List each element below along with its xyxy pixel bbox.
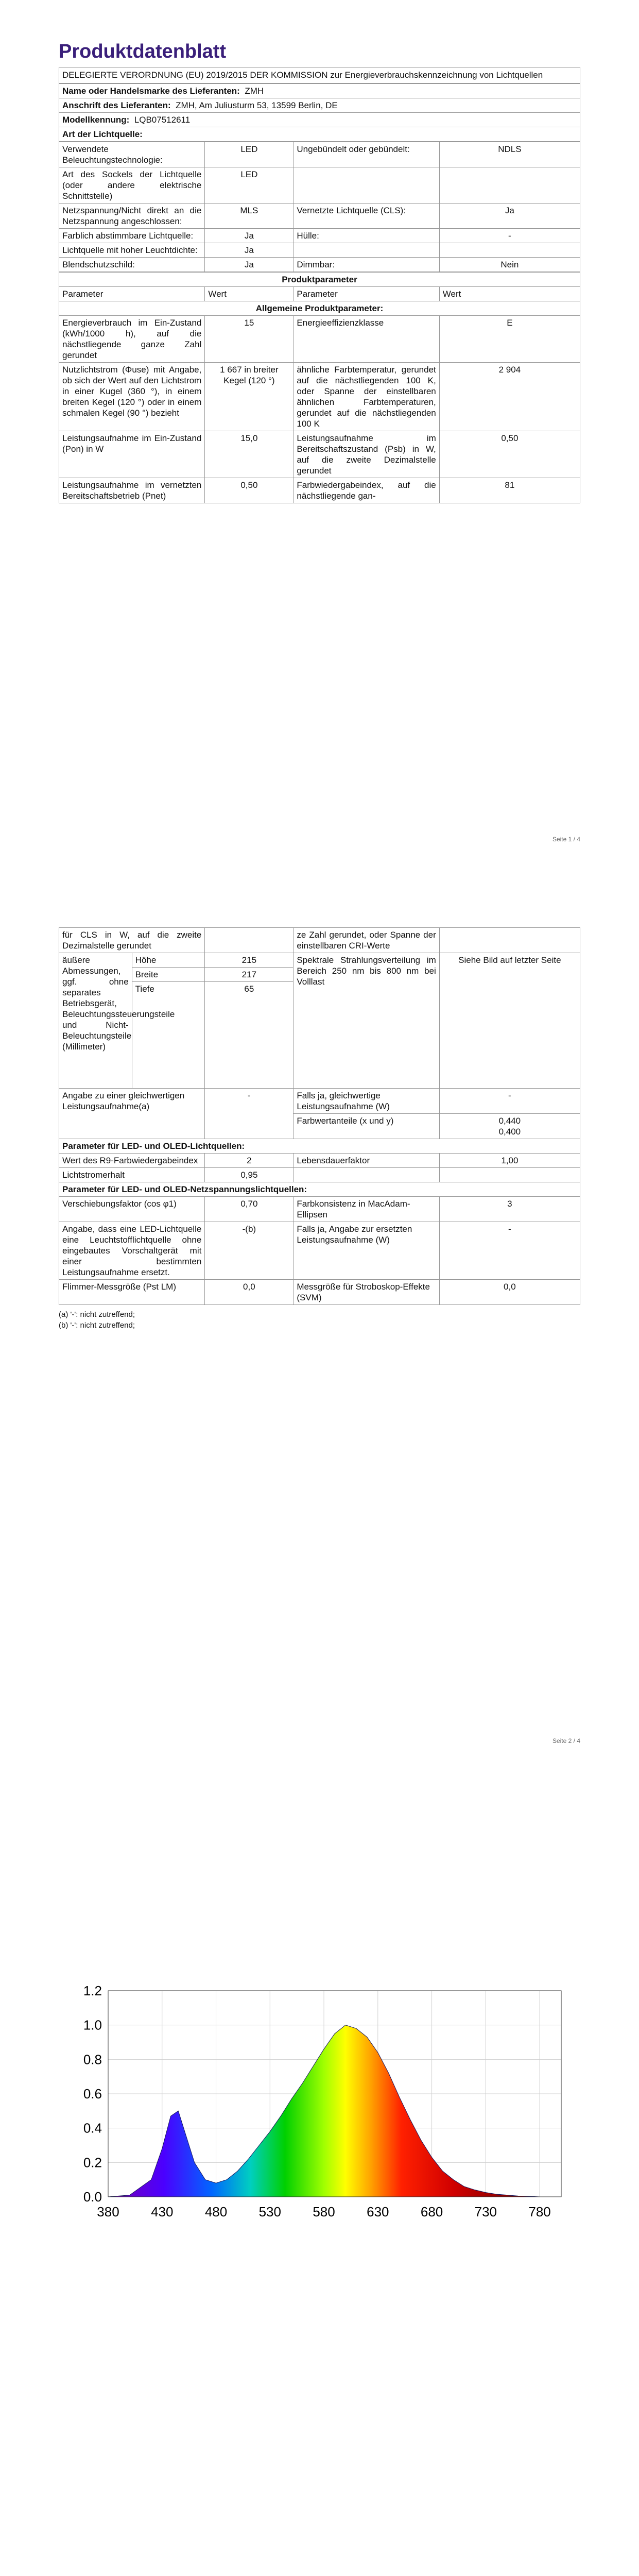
product-params-header: Produktparameter [59,273,580,287]
type-value-left: Ja [205,229,293,243]
y-tick-label: 0.0 [83,2189,102,2205]
page-title: Produktdatenblatt [59,41,227,62]
general-param-row [59,431,580,478]
spectral-value: Siehe Bild auf letzter Seite [439,953,580,1089]
col-param-2: Parameter [293,287,439,301]
page-1 [59,40,580,503]
cosphi-value: 0,70 [205,1197,293,1222]
cont-left-value [205,928,293,953]
model-value: LQB07512611 [134,115,191,125]
param-label-right: Leistungsaufnahme im Bereitschaftszustand (Psb) in W, auf die zweite Dezimalstelle gerundet [293,431,439,478]
footnote-a: (a) '-': nicht zutreffend; [59,1310,135,1319]
chroma-label: Farbwertanteile (x und y) [293,1114,439,1139]
x-tick-label: 730 [474,2204,497,2219]
type-label-right [293,167,439,204]
general-params-header: Allgemeine Produktparameter: [59,301,580,316]
spectrum-area [108,2025,540,2197]
dim-key-height: Höhe [132,953,205,968]
col-value-1: Wert [205,287,293,301]
y-tick-label: 0.6 [83,2086,102,2102]
type-row [59,204,580,229]
type-value-right: - [439,229,580,243]
param-label-right: Energieeffizienzklasse [293,316,439,363]
flicker-label: Flimmer-Messgröße (Pst LM) [59,1280,205,1305]
param-label-left: Nutzlichtstrom (Φuse) mit Angabe, ob sich der Wert auf den Lichtstrom in einer Kugel (360 °), in einem breiten Kegel (120 °) oder in einem schmalen Kegel (90 °) bezieht [59,363,205,431]
maint-label: Lichtstromerhalt [59,1168,205,1182]
type-value-right: Nein [439,258,580,272]
footnotes [59,1309,580,1331]
svm-value: 0,0 [439,1280,580,1305]
chroma-y: 0,400 [498,1127,521,1137]
dimensions-label: äußere Abmessungen, ggf. ohne separates Betriebsgerät, Beleuchtungssteuerungsteile und Nicht-Beleuchtungsteile (Millimeter) [59,953,132,1089]
replace-r-label: Falls ja, Angabe zur ersetzten Leistungsaufnahme (W) [293,1222,439,1280]
type-value-left: Ja [205,258,293,272]
x-tick-label: 380 [97,2204,119,2219]
param-label-right: Farbwiedergabeindex, auf die nächstliegende gan- [293,478,439,503]
type-label-right: Dimmbar: [293,258,439,272]
model-label: Modellkennung: [62,115,130,125]
param-value-left: 1 667 in breiter Kegel (120 °) [205,363,293,431]
type-row [59,243,580,258]
spectral-label: Spektrale Strahlungsverteilung im Bereich 250 nm bis 800 nm bei Volllast [293,953,439,1089]
page-number-2: Seite 2 / 4 [552,1737,580,1744]
equiv-label-text: Angabe zu einer gleichwertigen Leistungsaufnahme(a) [62,1091,185,1111]
page-2 [59,927,580,1331]
param-value-right: 2 904 [439,363,580,431]
y-tick-label: 0.2 [83,2155,102,2171]
equiv-r-label: Falls ja, gleichwertige Leistungsaufnahme (W) [293,1089,439,1114]
replace-value: -(b) [205,1222,293,1280]
general-param-row [59,363,580,431]
type-label-left: Art des Sockels der Lichtquelle (oder andere elektrische Schnittstelle) [59,167,205,204]
macadam-value: 3 [439,1197,580,1222]
param-value-right: E [439,316,580,363]
params-table [59,272,580,503]
type-label-left: Lichtquelle mit hoher Leuchtdichte: [59,243,205,258]
col-value-2: Wert [439,287,580,301]
replace-label: Angabe, dass eine LED-Lichtquelle eine Leuchtstofflichtquelle ohne eingebautes Vorschaltgerät mit einer bestimmten Leistungsaufnahme ersetzt. [59,1222,205,1280]
y-tick-label: 1.0 [83,2017,102,2033]
page-number-1: Seite 1 / 4 [552,836,580,843]
replace-r-value: - [439,1222,580,1280]
type-label-right: Ungebündelt oder gebündelt: [293,142,439,167]
y-tick-label: 0.4 [83,2120,102,2136]
x-tick-label: 680 [420,2204,443,2219]
model-row [59,113,580,127]
dim-value-width: 217 [205,968,293,982]
x-tick-label: 580 [313,2204,335,2219]
type-value-left: LED [205,167,293,204]
chroma-x: 0,440 [498,1116,521,1126]
type-table [59,142,580,272]
param-label-left: Leistungsaufnahme im Ein-Zustand (Pon) in W [59,431,205,478]
type-label-right: Vernetzte Lichtquelle (CLS): [293,204,439,229]
type-value-right: Ja [439,204,580,229]
type-row [59,258,580,272]
equiv-value: - [205,1089,293,1139]
spectrum-chart-svg [62,1984,577,2226]
type-value-left: MLS [205,204,293,229]
type-row [59,167,580,204]
address-row [59,98,580,113]
equiv-label [59,1089,205,1139]
param-value-right: 81 [439,478,580,503]
col-param-1: Parameter [59,287,205,301]
dim-value-depth: 65 [205,982,293,1089]
maint-value: 0,95 [205,1168,293,1182]
dim-key-depth: Tiefe [132,982,205,1089]
cont-right-value [439,928,580,953]
dim-value-height: 215 [205,953,293,968]
r9-value: 2 [205,1154,293,1168]
svm-label: Messgröße für Stroboskop-Effekte (SVM) [293,1280,439,1305]
param-value-left: 15 [205,316,293,363]
type-value-right [439,243,580,258]
param-label-left: Leistungsaufnahme im vernetzten Bereitschaftsbetrieb (Pnet) [59,478,205,503]
brand-label: Name oder Handelsmarke des Lieferanten: [62,86,240,96]
type-value-right: NDLS [439,142,580,167]
cosphi-label: Verschiebungsfaktor (cos φ1) [59,1197,205,1222]
macadam-label: Farbkonsistenz in MacAdam-Ellipsen [293,1197,439,1222]
type-header: Art der Lichtquelle: [59,127,580,142]
x-tick-label: 480 [204,2204,228,2219]
chroma-value [439,1114,580,1139]
general-param-row [59,478,580,503]
dim-key-width: Breite [132,968,205,982]
supplier-table [59,83,580,142]
param-label-left: Energieverbrauch im Ein-Zustand (kWh/1000 h), auf die nächstliegende ganze Zahl gerundet [59,316,205,363]
type-label-left: Farblich abstimmbare Lichtquelle: [59,229,205,243]
life-label: Lebensdauerfaktor [293,1154,439,1168]
address-label: Anschrift des Lieferanten: [62,100,171,110]
led-header: Parameter für LED- und OLED-Lichtquellen: [59,1139,580,1154]
r9-label: Wert des R9-Farbwiedergabeindex [59,1154,205,1168]
type-value-right [439,167,580,204]
x-axis-labels [97,2204,550,2219]
life-value: 1,00 [439,1154,580,1168]
address-value: ZMH, Am Juliusturm 53, 13599 Berlin, DE [176,100,338,110]
param-value-left: 15,0 [205,431,293,478]
brand-value: ZMH [245,86,264,96]
type-label-right: Hülle: [293,229,439,243]
param-value-right: 0,50 [439,431,580,478]
type-row [59,142,580,167]
y-axis-labels [83,1984,102,2205]
x-tick-label: 630 [367,2204,389,2219]
type-label-right [293,243,439,258]
mains-header: Parameter für LED- und OLED-Netzspannungslichtquellen: [59,1182,580,1197]
empty-cell-1 [293,1168,439,1182]
brand-row [59,84,580,98]
type-value-left: Ja [205,243,293,258]
cont-left-label: für CLS in W, auf die zweite Dezimalstelle gerundet [59,928,205,953]
type-label-left: Blendschutzschild: [59,258,205,272]
type-label-left: Netzspannung/Nicht direkt an die Netzspannung angeschlossen: [59,204,205,229]
equiv-r-value: - [439,1089,580,1114]
type-row [59,229,580,243]
type-value-left: LED [205,142,293,167]
type-label-left: Verwendete Beleuchtungstechnologie: [59,142,205,167]
regulation-text: DELEGIERTE VERORDNUNG (EU) 2019/2015 DER KOMMISSION zur Energieverbrauchskennzeichnung von Lichtquellen [59,67,580,83]
param-value-left: 0,50 [205,478,293,503]
flicker-value: 0,0 [205,1280,293,1305]
empty-cell-2 [439,1168,580,1182]
y-tick-label: 0.8 [83,2052,102,2067]
x-tick-label: 530 [258,2204,281,2219]
params-table-continued [59,927,580,1305]
general-param-row [59,316,580,363]
x-tick-label: 780 [528,2204,551,2219]
spectrum-chart [62,1984,577,2226]
cont-right-label: ze Zahl gerundet, oder Spanne der einstellbaren CRI-Werte [293,928,439,953]
param-label-right: ähnliche Farbtemperatur, gerundet auf die nächstliegenden 100 K, oder Spanne der einstellbaren ähnlichen Farbtemperaturen, gerundet auf die nächstliegenden 100 K [293,363,439,431]
footnote-b: (b) '-': nicht zutreffend; [59,1321,135,1330]
x-tick-label: 430 [151,2204,174,2219]
y-tick-label: 1.2 [83,1984,102,1998]
